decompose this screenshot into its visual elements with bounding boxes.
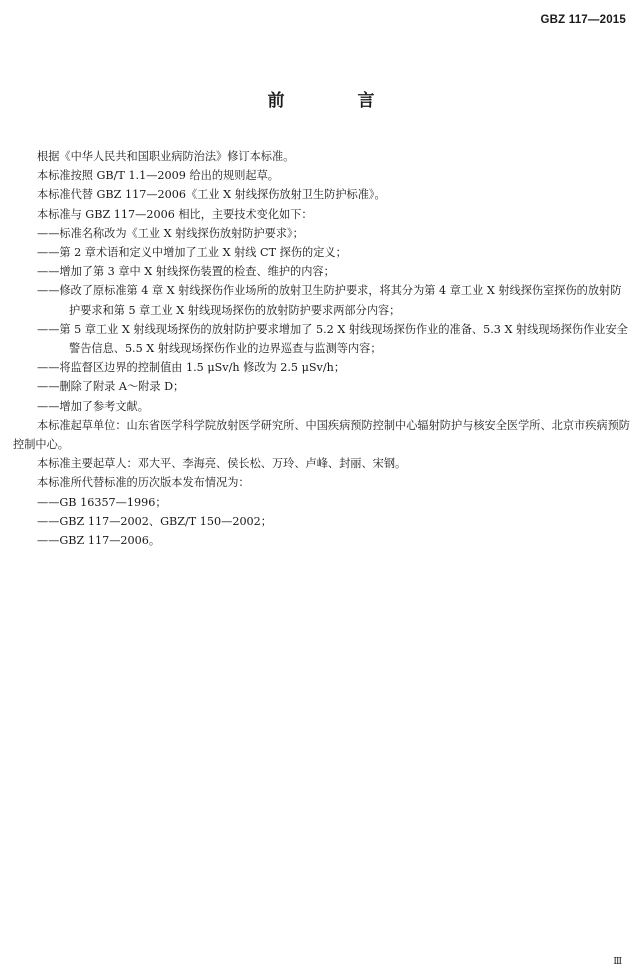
history-item-2: ——GBZ 117—2002、GBZ/T 150—2002；	[37, 514, 272, 528]
page-number: Ⅲ	[613, 957, 622, 967]
change-item-2: ——第 2 章术语和定义中增加了工业 X 射线 CT 探伤的定义；	[37, 246, 347, 260]
drafting-units-paragraph: 本标准起草单位：山东省医学科学院放射医学研究所、中国疾病预防控制中心辐射防护与核安全医学所、北京市疾病预防控制中心。	[13, 418, 630, 452]
history-intro-paragraph: 本标准所代替标准的历次版本发布情况为：	[37, 476, 250, 490]
change-item-5: ——第 5 章工业 X 射线现场探伤的放射防护要求增加了 5.2 X 射线现场探伤作业的准备、5.3 X 射线现场探伤作业安全警告信息、5.5 X 射线现场探伤作业的边界巡查与监测等内容；	[37, 322, 628, 356]
change-item-7: ——删除了附录 A～附录 D；	[37, 380, 185, 394]
change-item-3: ——增加了第 3 章中 X 射线探伤装置的检查、维护的内容；	[37, 265, 335, 279]
intro-paragraph-4: 本标准与 GBZ 117—2006 相比，主要技术变化如下：	[37, 207, 313, 221]
document-body	[13, 147, 630, 550]
history-item-1: ——GB 16357—1996；	[37, 495, 167, 509]
intro-paragraph-1: 根据《中华人民共和国职业病防治法》修订本标准。	[37, 150, 295, 163]
change-item-4: ——修改了原标准第 4 章 X 射线探伤作业场所的放射卫生防护要求，将其分为第 4 章工业 X 射线探伤室探伤的放射防护要求和第 5 章工业 X 射线现场探伤的放射防护要求两部分内容；	[37, 284, 622, 317]
page-title: 前 言	[267, 91, 403, 111]
drafters-paragraph: 本标准主要起草人：邓大平、李海亮、侯长松、万玲、卢峰、封丽、宋钢。	[37, 457, 407, 471]
change-item-8: ——增加了参考文献。	[37, 399, 149, 413]
intro-paragraph-3: 本标准代替 GBZ 117—2006《工业 X 射线探伤放射卫生防护标准》。	[37, 188, 386, 202]
change-item-6: ——将监督区边界的控制值由 1.5 μSv/h 修改为 2.5 μSv/h；	[37, 361, 346, 375]
change-item-1: ——标准名称改为《工业 X 射线探伤放射防护要求》；	[37, 226, 304, 240]
standard-code: GBZ 117—2015	[540, 14, 626, 26]
history-item-3: ——GBZ 117—2006。	[37, 534, 161, 548]
intro-paragraph-2: 本标准按照 GB/T 1.1—2009 给出的规则起草。	[37, 169, 279, 183]
